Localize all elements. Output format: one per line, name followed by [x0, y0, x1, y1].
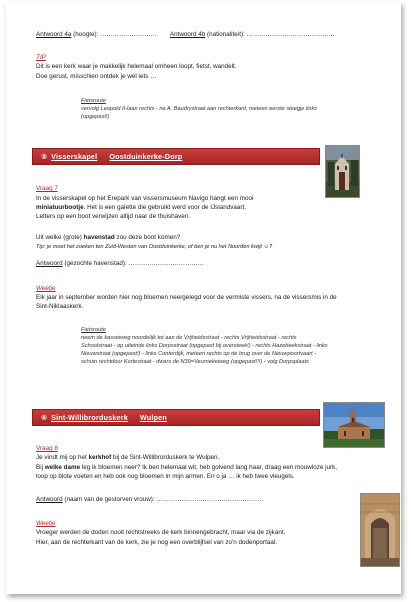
- answer-4a-label: Antwoord 4a: [36, 31, 72, 38]
- question-7-line-1: In de visserskapel op het Erepark van vissersmuseum Navigo hangt een mooi: [36, 195, 254, 202]
- portal-photo: [360, 493, 400, 567]
- document-page: [6, 2, 401, 594]
- question-7-question-keyword: havenstad: [83, 234, 115, 241]
- tip-line-2: Doe gerust, misschien ontdek je wel iets …: [36, 73, 157, 80]
- route1-heading: Fietsroute: [81, 98, 106, 104]
- weetje-1-line-1: Elk jaar in september worden hier nog bloemen neergelegd voor de vermiste vissers, na de vissersmis in de: [36, 294, 337, 301]
- question-8-answer-blank: (naam van de gestorven vrouw): ……………………………………………: [62, 496, 264, 503]
- question-7-line-3: Letters op een boot verwijzen altijd naar de thuishaven.: [36, 213, 191, 220]
- question-7-answer-label: Antwoord: [36, 260, 63, 267]
- route1-line-1: vervolg Leopold II-laan rechts - na A. Baudrystraat aan rechterkant, meteen eerste steegje links: [81, 106, 318, 112]
- weetje-2-heading: Weetje: [36, 520, 56, 527]
- weetje-2-line-2: Hier, aan de rechterkant van de kerk, zie je nog een overblijfsel van zo'n dodenportaal.: [36, 539, 277, 546]
- question-7-heading: Vraag 7: [36, 185, 58, 192]
- section-6-title: Sint-Willibrorduskerk: [51, 413, 128, 422]
- weetje-2-line-1: Vroeger werden de doden nooit rechtstreeks de kerk binnengebracht, maar via de zijkant.: [36, 529, 286, 536]
- weetje-1-line-2: Sint-Niklaaskerk.: [36, 303, 84, 310]
- section-5-place: Oostduinkerke-Dorp: [109, 152, 183, 161]
- question-8-line-1-post: bij de Sint-Willibrorduskerk te Wulpen.: [111, 454, 220, 461]
- answer-4b-blank: (nationaliteit): ……………………………………: [205, 31, 335, 38]
- route2-line-4: schuin rechtdoor Kortestraat - dwars de N39=Veurnekeiweg (opgepast!!!) - volg Dorpsplaats: [81, 359, 309, 365]
- question-7-question: [36, 234, 180, 242]
- question-7-line-2: [36, 204, 246, 212]
- question-7-tip: Tip: je moet het zoeken ten Zuid-Westen van Oostduinkerke, of ben je nu het Noorden kwijt ☺?: [36, 244, 273, 250]
- question-8-answer-label: Antwoord: [36, 496, 63, 503]
- question-8-keyword: kerkhof: [88, 454, 112, 461]
- question-8-line-1: [36, 454, 219, 462]
- question-7-line-2-rest: . Het is een galette die gebruikt werd voor de IJslandvaart.: [83, 204, 246, 211]
- question-8-answer: [36, 496, 263, 504]
- route2-line-1: neem de kasseiweg noordelijk tot aan de Vrijheidsstraat - rechts Vrijheidsstraat - rechts: [81, 335, 297, 341]
- route2-line-2: Schoolstraat - op uiteinde links Dorpsstraat (opgepast bij oversteek!) - rechts Hazebeekstraat - links: [81, 343, 328, 349]
- tip-heading: TIP: [36, 54, 46, 61]
- section-6-place: Wulpen: [139, 413, 167, 422]
- route2-line-3: Nieuwstraat (opgepast!) - links Conterdijk, meteen rechts op de brug over de Nieuwpoortvaart -: [81, 351, 317, 357]
- question-8-line-2: [36, 464, 337, 472]
- answer-4b-label: Antwoord 4b: [169, 31, 206, 38]
- question-7-answer: [36, 260, 204, 268]
- question-8-heading: Vraag 8: [36, 445, 58, 452]
- church-photo: [323, 402, 385, 448]
- section-header-6: [32, 409, 320, 426]
- route2-heading: Fietsroute: [81, 327, 106, 333]
- section-5-title: Visserskapel: [51, 152, 98, 161]
- question-7-answer-blank: (gezochte havenstad): ………………………………: [62, 260, 204, 267]
- chapel-photo: [325, 145, 360, 198]
- tip-line-1: Dit is een kerk waar je makkelijk helemaal omheen loopt, fietst, wandelt.: [36, 63, 237, 70]
- route1-line-2: (opgepast!): [81, 114, 110, 120]
- question-8-line-2-post: leg ik bloemen neer? Ik ben helemaal wit, heb golvend lang haar, draag een mouwloze jurk,: [80, 464, 338, 471]
- section-6-number: ⑥: [41, 413, 48, 422]
- answer-4a: [36, 31, 335, 39]
- question-7-keyword: miniatuurbootje: [36, 204, 84, 211]
- question-8-line-3: loop op blote voeten en heb ook nog bloemen in mijn armen. En o ja … ik heb twee vleugels.: [36, 473, 295, 480]
- weetje-1-heading: Weetje: [36, 285, 56, 292]
- question-7-question-post: zou deze boot komen?: [114, 234, 181, 241]
- question-8-line-1-pre: Je vindt mij op het: [36, 454, 89, 461]
- section-5-number: ⑤: [41, 152, 48, 161]
- answer-4a-blank: (hoogte): ………………………: [71, 31, 157, 38]
- question-8-line-2-keyword: welke dame: [44, 464, 81, 471]
- question-8-line-2-pre: Bij: [36, 464, 45, 471]
- question-7-question-pre: Uit welke (grote): [36, 234, 84, 241]
- section-header-5: [32, 148, 320, 165]
